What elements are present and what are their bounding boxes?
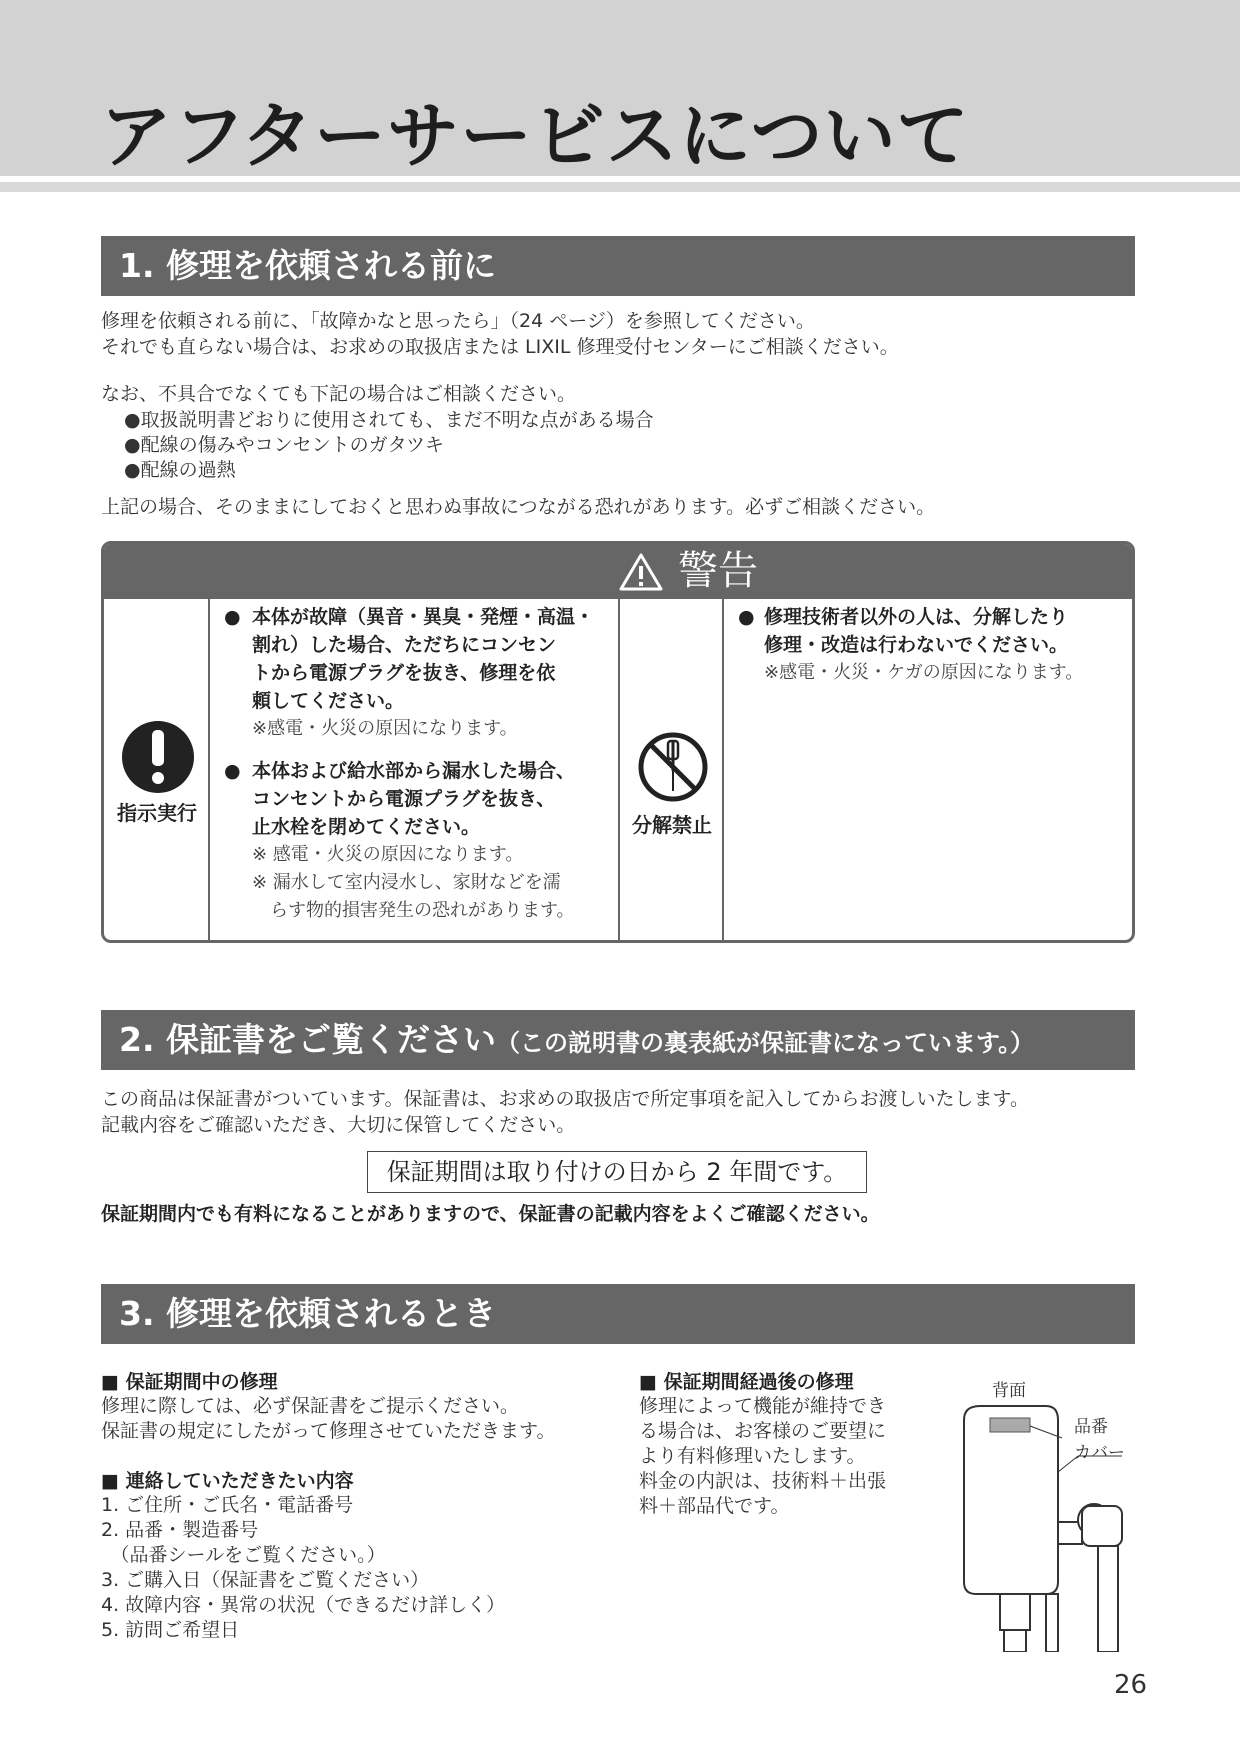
- section2-para-line2: 記載内容をご確認いただき、大切に保管してください。: [101, 1114, 576, 1136]
- warning-header: [104, 544, 1132, 599]
- diagram-label-model-no: 品番: [1074, 1417, 1108, 1437]
- warning-item3-line: 修理・改造は行わないでください。: [764, 634, 1069, 656]
- in-warranty-block: [101, 1367, 555, 1444]
- list-item: 3. ご購入日（保証書をご覧ください）: [101, 1569, 430, 1591]
- warning-item2-line: 止水栓を閉めてください。: [252, 816, 481, 838]
- list-item: ●取扱説明書どおりに使用されても、まだ不明な点がある場合: [124, 409, 654, 431]
- warning-item2-note: ※ 漏水して室内浸水し、家財などを濡: [252, 872, 561, 893]
- section2-heading-note: （この説明書の裏表紙が保証書になっています。）: [496, 1029, 1035, 1057]
- product-diagram: [950, 1372, 1140, 1652]
- section1-para1-line2: それでも直らない場合は、お求めの取扱店または LIXIL 修理受付センターにご相談ください。: [101, 336, 899, 358]
- in-warranty-line: 修理に際しては、必ず保証書をご提示ください。: [101, 1395, 520, 1417]
- warning-item1-line: 頼してください。: [252, 690, 405, 712]
- section2-bold-line: 保証期間内でも有料になることがありますので、保証書の記載内容をよくご確認ください。: [101, 1203, 880, 1225]
- diagram-label-cover: カバー: [1074, 1443, 1125, 1463]
- diagram-label-back: 背面: [992, 1381, 1026, 1401]
- section2-heading: [101, 1010, 1135, 1070]
- list-item: 1. ご住所・ご氏名・電話番号: [101, 1494, 354, 1516]
- warning-box: [101, 541, 1135, 943]
- section3-heading: 3. 修理を依頼されるとき: [101, 1284, 1135, 1344]
- after-warranty-line: 料＋部品代です。: [639, 1495, 790, 1517]
- list-item: （品番シールをご覧ください。）: [101, 1544, 386, 1566]
- list-item: 4. 故障内容・異常の状況（できるだけ詳しく）: [101, 1594, 506, 1616]
- section1-para2-lead: なお、不具合でなくても下記の場合はご相談ください。: [101, 383, 577, 405]
- list-item: ●配線の傷みやコンセントのガタツキ: [124, 434, 445, 456]
- warning-item3-line: 修理技術者以外の人は、分解したり: [764, 606, 1069, 628]
- after-warranty-line: る場合は、お客様のご要望に: [639, 1420, 887, 1442]
- warning-triangle-icon: [618, 552, 664, 592]
- warning-item1-line: 割れ）した場合、ただちにコンセン: [252, 634, 557, 656]
- after-warranty-line: 料金の内訳は、技術料＋出張: [639, 1470, 887, 1492]
- warning-item2-line: 本体および給水部から漏水した場合、: [252, 760, 576, 782]
- section1-para2-tail: 上記の場合、そのままにしておくと思わぬ事故につながる恐れがあります。必ずご相談ください。: [101, 496, 936, 518]
- contact-heading: ■ 連絡していただきたい内容: [101, 1470, 354, 1492]
- no-disassembly-label: 分解禁止: [632, 813, 712, 837]
- after-warranty-heading: ■ 保証期間経過後の修理: [639, 1371, 854, 1393]
- page-number: 26: [1114, 1670, 1148, 1700]
- after-warranty-line: より有料修理いたします。: [639, 1445, 866, 1467]
- section2-para: [101, 1086, 1029, 1138]
- list-item: 2. 品番・製造番号: [101, 1519, 259, 1541]
- in-warranty-heading: ■ 保証期間中の修理: [101, 1371, 278, 1393]
- contact-block: [101, 1466, 505, 1643]
- page-title: アフターサービスについて: [100, 94, 970, 178]
- in-warranty-line: 保証書の規定にしたがって修理させていただきます。: [101, 1420, 556, 1442]
- after-warranty-line: 修理によって機能が維持でき: [639, 1395, 887, 1417]
- list-item: ●配線の過熱: [124, 459, 236, 481]
- no-disassembly-icon: [637, 731, 709, 803]
- warning-col-prohibition-icon: [618, 599, 724, 940]
- warning-item3-note: ※感電・火災・ケガの原因になります。: [764, 662, 1084, 683]
- mandatory-action-icon: [121, 720, 195, 794]
- warranty-period-notice: 保証期間は取り付けの日から 2 年間です。: [367, 1151, 867, 1193]
- mandatory-action-label: 指示実行: [117, 801, 197, 825]
- product-illustration: [950, 1372, 1140, 1652]
- header-rule: [0, 182, 1240, 192]
- warning-title: 警告: [678, 548, 758, 594]
- warning-item2-note: ※ 感電・火災の原因になります。: [252, 844, 524, 865]
- warning-col-prohibition: ● 修理技術者以外の人は、分解したり 修理・改造は行わないでください。 ※感電・火災・ケガの原因になります。: [722, 599, 1132, 940]
- section1-para1-line1: 修理を依頼される前に、「故障かなと思ったら」（24 ページ）を参照してください。: [101, 310, 815, 332]
- warning-item2-line: コンセントから電源プラグを抜き、: [252, 788, 556, 810]
- section1-bullet-list: [124, 408, 654, 483]
- section1-heading: 1. 修理を依頼される前に: [101, 236, 1135, 296]
- warning-item2-note: らす物的損害発生の恐れがあります。: [252, 900, 575, 921]
- warning-item1-line: トから電源プラグを抜き、修理を依: [252, 662, 556, 684]
- section1-para1: [101, 308, 899, 360]
- warning-item1-note: ※感電・火災の原因になります。: [252, 718, 518, 739]
- section2-para-line1: この商品は保証書がついています。保証書は、お求めの取扱店で所定事項を記入してからお渡しいたします。: [101, 1088, 1029, 1110]
- warning-col-instructions: ● 本体が故障（異音・異臭・発煙・高温・ 割れ）した場合、ただちにコンセン トから電源プラグを抜き、修理を依 頼してください。 ※感電・火災の原因になります。 ● 本体および給水部から漏水した場合、 コンセントから電源プラグを抜き、 止水栓を閉めてください。 ※ 感電・火災の原因になります。 ※ 漏水して室内浸水し、家財などを濡 らす物的損害発生の恐れがあります。: [208, 599, 620, 940]
- section2-heading-main: 2. 保証書をご覧ください: [119, 1020, 496, 1059]
- list-item: 5. 訪問ご希望日: [101, 1619, 240, 1641]
- warning-item1-line: 本体が故障（異音・異臭・発煙・高温・: [252, 606, 595, 628]
- after-warranty-block: [639, 1367, 886, 1519]
